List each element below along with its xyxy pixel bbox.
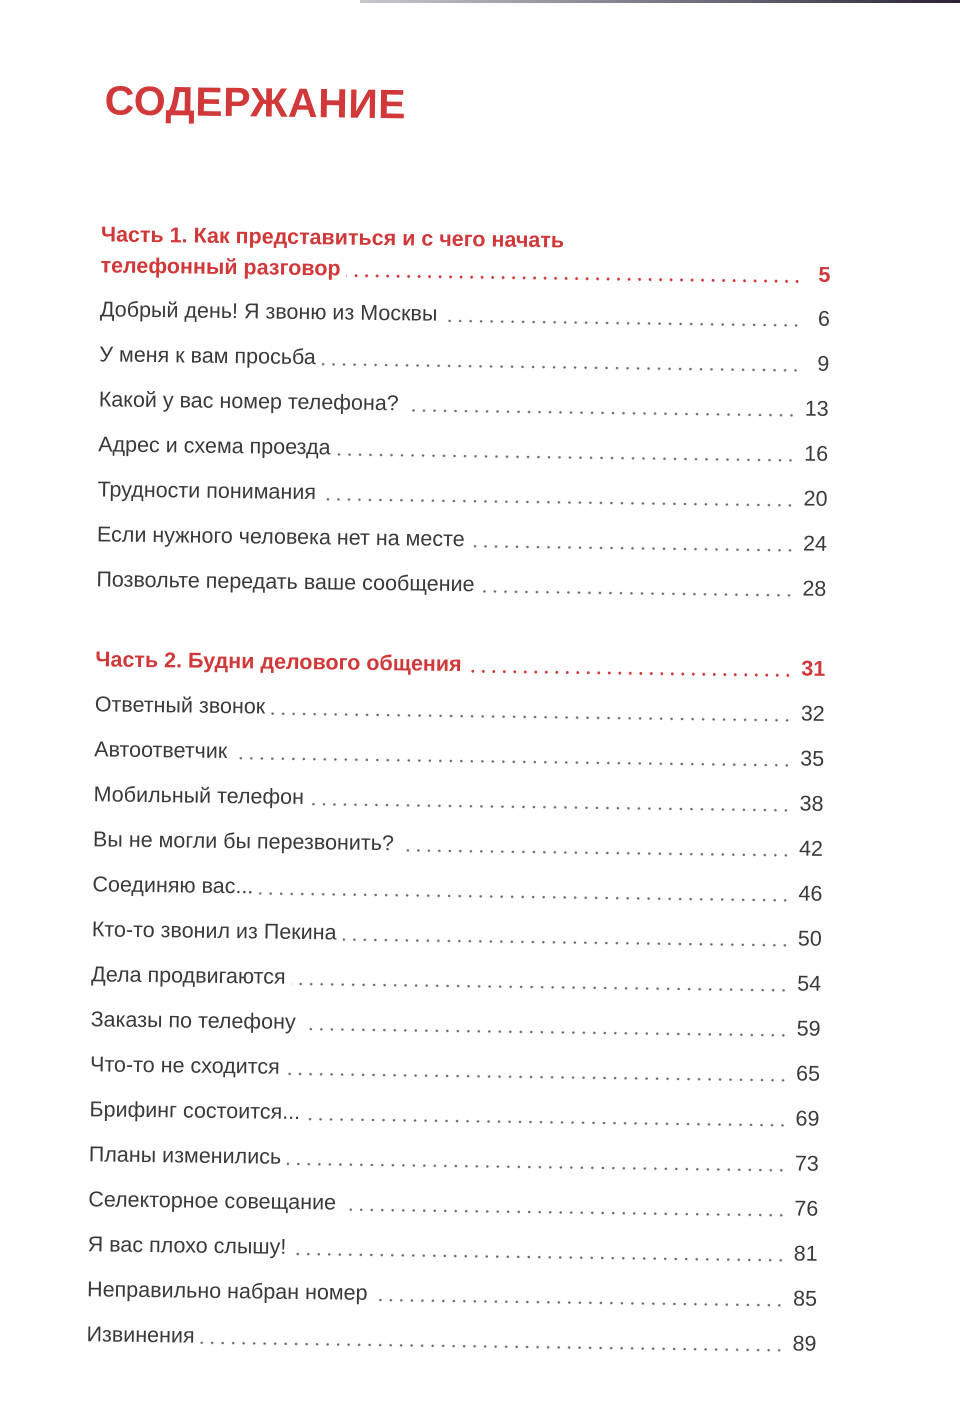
dot-leader (322, 480, 796, 508)
page-number: 59 (796, 1016, 821, 1041)
dot-leader (259, 874, 790, 903)
dot-leader (336, 435, 796, 463)
toc-part-2[interactable] (95, 642, 825, 682)
entry-label: Неправильно набран номер (86, 1277, 368, 1305)
page-number: 81 (793, 1241, 818, 1266)
page-number: 31 (801, 656, 826, 681)
toc-entry[interactable] (92, 912, 822, 952)
part-title: Часть 2. Будни делового общения (95, 647, 462, 677)
dot-leader (310, 785, 792, 813)
entry-label: Я вас плохо слышу! (87, 1232, 287, 1259)
page-number: 9 (817, 351, 830, 376)
scan-top-edge (360, 0, 960, 3)
page-number: 13 (804, 396, 829, 421)
page-number: 20 (803, 486, 828, 511)
page-number: 24 (802, 531, 828, 556)
entry-label: Трудности понимания (97, 477, 317, 505)
toc-entry[interactable] (91, 957, 821, 997)
dot-leader (480, 572, 794, 598)
toc-entry[interactable] (86, 1317, 816, 1357)
toc-entry[interactable] (99, 382, 829, 422)
entry-label: Вы не могли бы перезвонить? (92, 827, 395, 856)
entry-label: У меня к вам просьба (99, 342, 316, 370)
page-number: 35 (800, 746, 825, 771)
page-number: 65 (795, 1061, 821, 1086)
toc-entry[interactable] (89, 1137, 819, 1177)
toc-entry[interactable] (97, 517, 827, 557)
page-number: 69 (795, 1106, 820, 1131)
part-title-line2: телефонный разговор (100, 253, 341, 281)
dot-leader (201, 1324, 785, 1354)
entry-label: Ответный звонок (94, 692, 266, 719)
entry-label: Селекторное совещание (88, 1187, 337, 1215)
part-title-line1: Часть 1. Как представиться и с чего начать (100, 222, 565, 253)
entry-label: Извинения (86, 1322, 195, 1348)
toc-entry[interactable] (96, 562, 826, 602)
page-number: 28 (802, 576, 827, 601)
toc-entry[interactable] (95, 687, 825, 727)
page-number: 54 (797, 971, 822, 996)
entry-label: Адрес и схема проезда (98, 432, 331, 460)
toc-entry[interactable] (99, 337, 829, 377)
toc-entry[interactable] (87, 1272, 817, 1312)
page-number: 16 (804, 441, 829, 466)
toc-entry[interactable] (98, 427, 828, 467)
entry-label: Кто-то звонил из Пекина (91, 917, 337, 945)
dot-leader (286, 1055, 789, 1084)
toc-entry[interactable] (88, 1227, 818, 1267)
toc-entry[interactable] (92, 867, 822, 907)
entry-label: Мобильный телефон (93, 782, 305, 810)
toc-entry[interactable] (97, 472, 827, 512)
toc-entry[interactable] (100, 292, 830, 332)
dot-leader (471, 527, 796, 553)
toc-part-1[interactable] (100, 222, 831, 288)
page-number: 76 (794, 1196, 819, 1221)
page-title: СОДЕРЖАНИЕ (104, 77, 407, 128)
toc-entry[interactable] (88, 1182, 818, 1222)
dot-leader (342, 921, 790, 949)
dot-leader (322, 345, 802, 373)
entry-label: Позвольте передать ваше сообщение (96, 567, 475, 597)
entry-label: Дела продвигаются (91, 962, 286, 989)
entry-label: Добрый день! Я звоню из Москвы (99, 297, 438, 326)
toc-entry[interactable] (93, 777, 823, 817)
entry-label: Автоответчик (94, 737, 228, 764)
dot-leader (292, 1235, 786, 1263)
dot-leader (405, 391, 797, 418)
page-number: 42 (798, 836, 824, 861)
entry-label: Брифинг состоится... (89, 1097, 301, 1125)
page-number: 46 (798, 881, 823, 906)
page-number: 85 (792, 1286, 818, 1311)
dot-leader (291, 965, 789, 994)
dot-leader (346, 257, 802, 285)
toc-entry[interactable] (89, 1092, 819, 1132)
toc-entry[interactable] (90, 1002, 820, 1042)
entry-label: Планы изменились (88, 1142, 282, 1169)
dot-leader (342, 1191, 787, 1219)
page-number: 73 (794, 1151, 819, 1176)
entry-label: Заказы по телефону (90, 1007, 296, 1034)
entry-label: Если нужного человека нет на месте (96, 522, 465, 552)
dot-leader (443, 302, 802, 329)
dot-leader (306, 1100, 788, 1128)
dot-leader (287, 1145, 787, 1174)
entry-label: Какой у вас номер телефона? (98, 387, 399, 416)
page-number: 50 (797, 926, 822, 951)
entry-label: Соединяю вас... (92, 872, 254, 899)
entry-label: Что-то не сходится (89, 1052, 280, 1079)
page-number: 89 (792, 1331, 817, 1356)
toc-entry[interactable] (93, 822, 823, 862)
dot-leader (467, 652, 793, 678)
page-number: 32 (800, 701, 825, 726)
toc-entry[interactable] (90, 1047, 820, 1087)
dot-leader (233, 739, 792, 768)
page-number: 5 (818, 262, 831, 287)
dot-leader (373, 1281, 785, 1308)
toc-entry[interactable] (94, 732, 824, 772)
page-number: 38 (799, 791, 824, 816)
dot-leader (400, 831, 791, 858)
dot-leader (271, 695, 793, 724)
page-number: 6 (817, 306, 831, 331)
dot-leader (302, 1010, 789, 1038)
